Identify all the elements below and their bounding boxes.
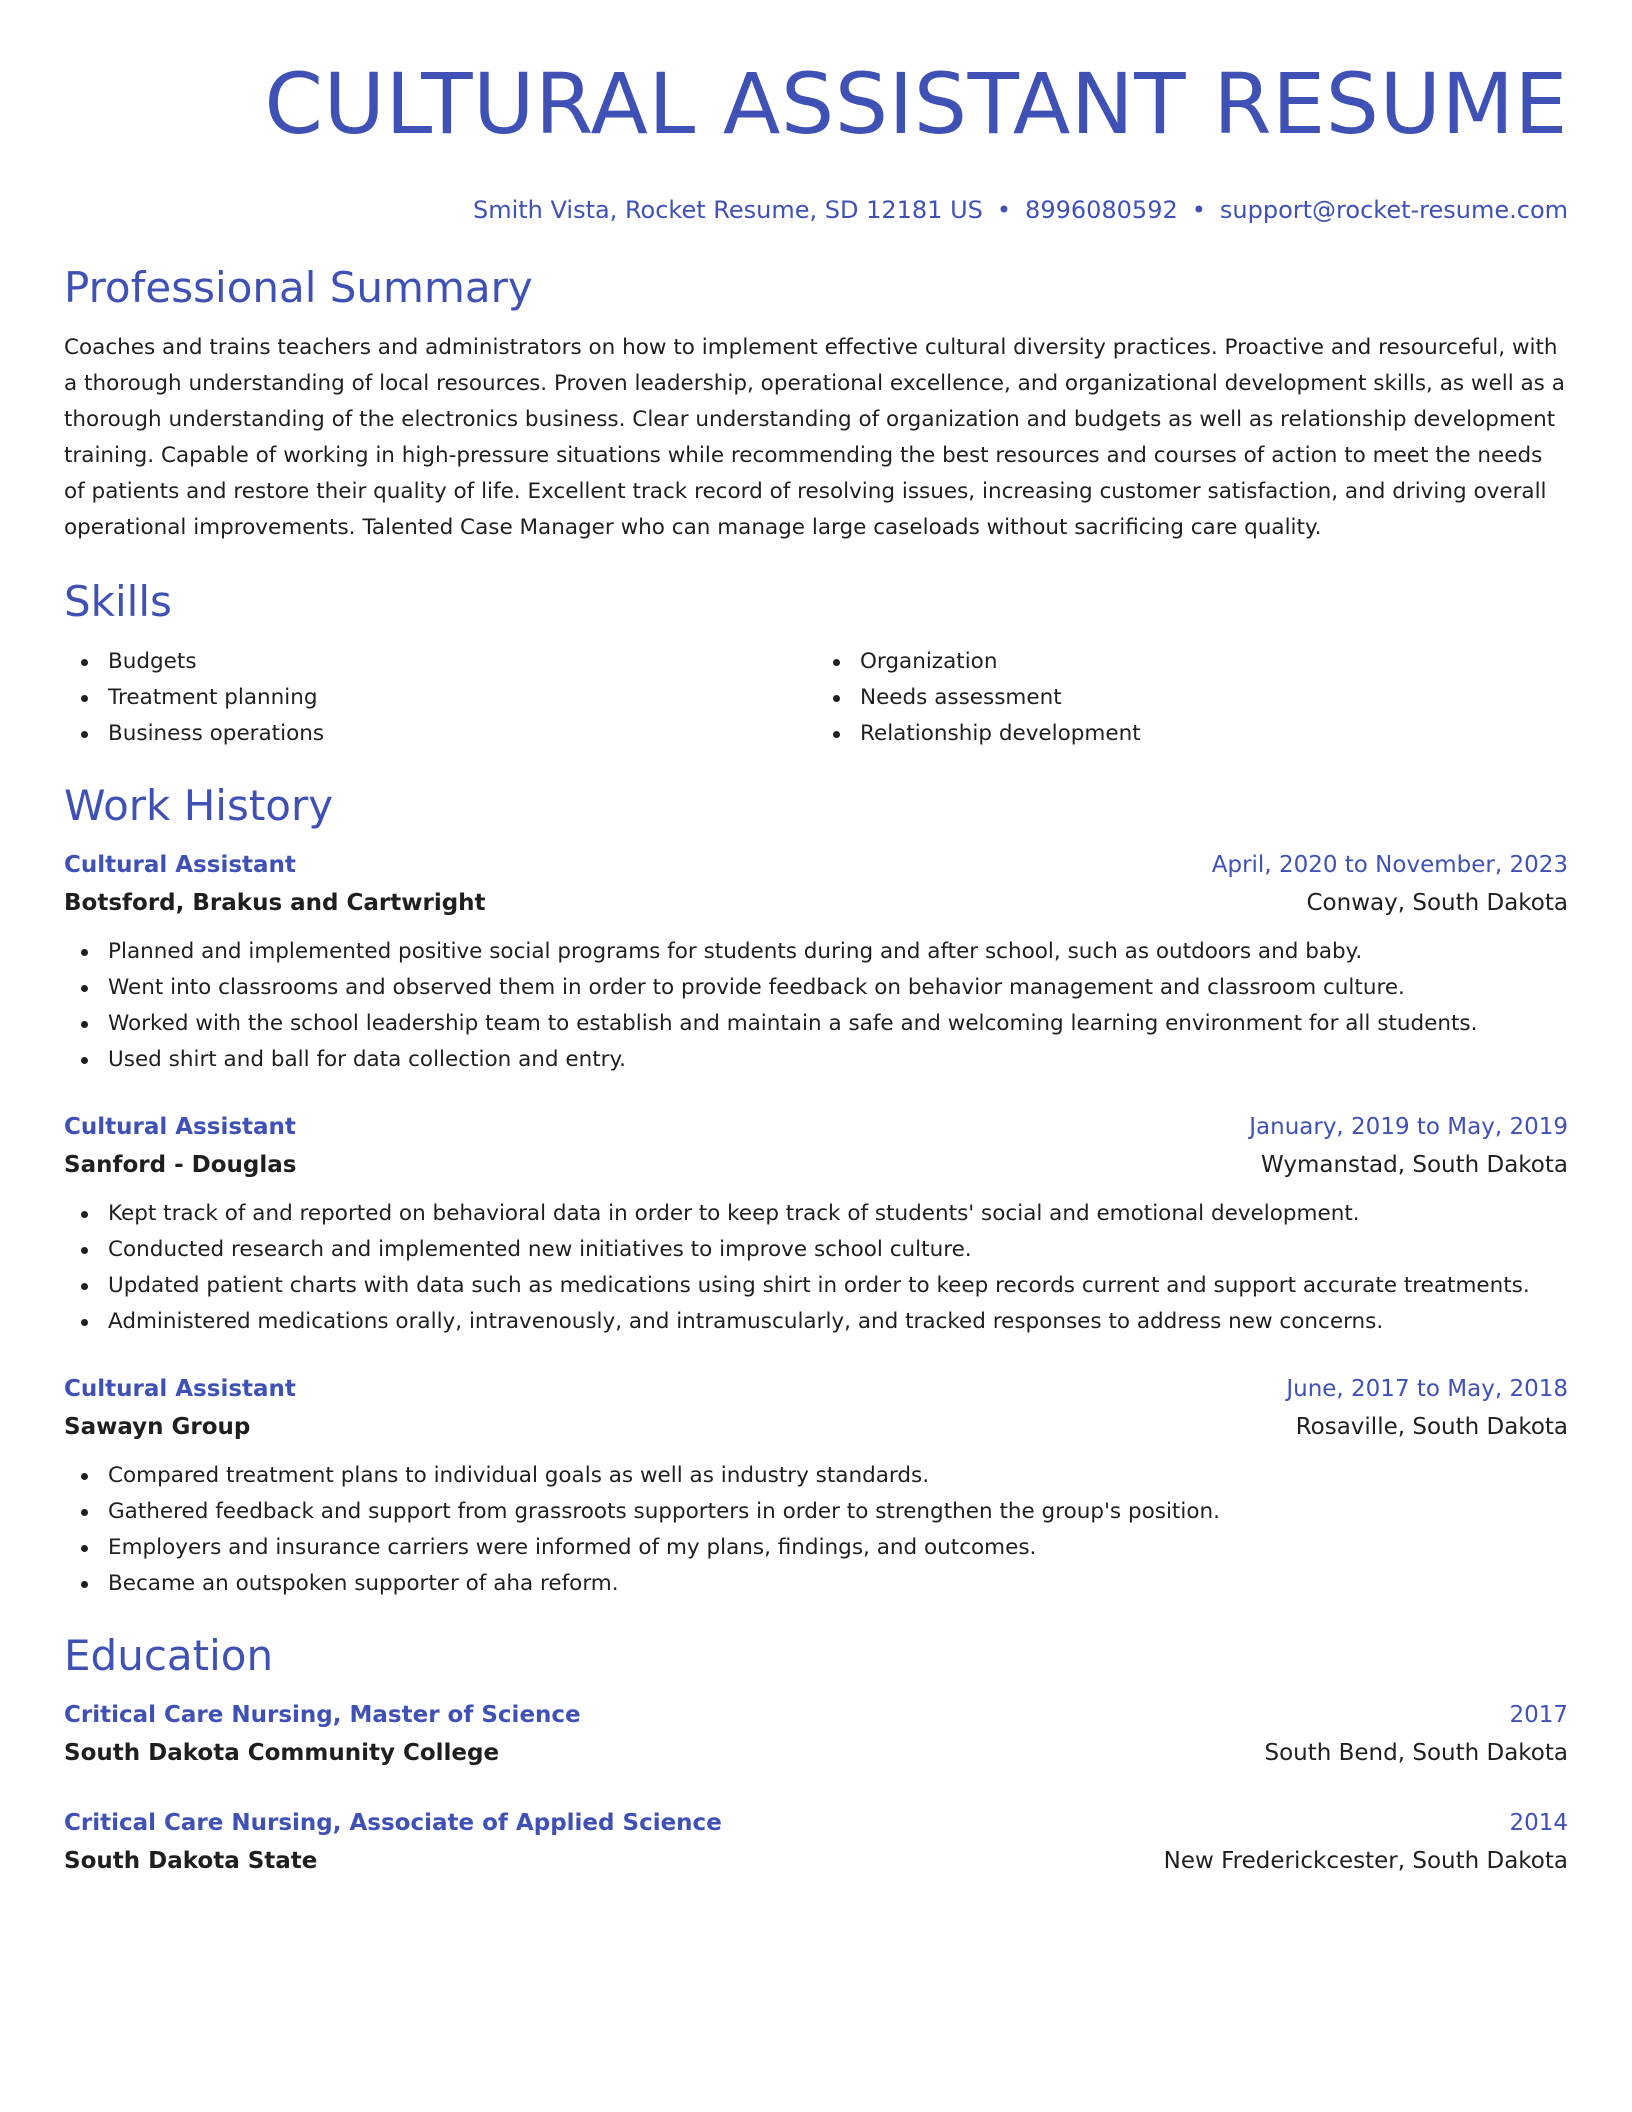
education-entry: [64, 1696, 1568, 1772]
job-duty-item: Went into classrooms and observed them in order to provide feedback on behavior management and classroom culture.: [64, 970, 1568, 1006]
education-location: New Frederickcester, South Dakota: [1163, 1848, 1568, 1874]
skill-item: Business operations: [64, 716, 816, 752]
education-year: 2017: [1509, 1702, 1568, 1728]
job-company: Sanford - Douglas: [64, 1152, 297, 1178]
summary-heading: Professional Summary: [64, 263, 533, 312]
job-company: Sawayn Group: [64, 1414, 251, 1440]
education-degree-row: [64, 1804, 1568, 1842]
resume-title: CULTURAL ASSISTANT RESUME: [264, 55, 1568, 153]
job-duty-item: Gathered feedback and support from grassroots supporters in order to strengthen the group's position.: [64, 1494, 1568, 1530]
job-duties: [64, 934, 1568, 1078]
skill-item: Budgets: [64, 644, 816, 680]
job-duty-item: Employers and insurance carriers were informed of my plans, findings, and outcomes.: [64, 1530, 1568, 1566]
education-degree-row: [64, 1696, 1568, 1734]
contact-line: [64, 194, 1568, 226]
job-duties: [64, 1196, 1568, 1340]
job-location: Conway, South Dakota: [1306, 890, 1568, 916]
job-title-row: [64, 1108, 1568, 1146]
job-title-row: [64, 1370, 1568, 1408]
contact-separator: •: [1191, 196, 1206, 224]
job-duty-item: Used shirt and ball for data collection and entry.: [64, 1042, 1568, 1078]
education-heading: Education: [64, 1631, 274, 1680]
job-duty-item: Became an outspoken supporter of aha reform.: [64, 1566, 1568, 1602]
work-history-heading: Work History: [64, 781, 334, 830]
job-title: Cultural Assistant: [64, 1114, 296, 1140]
job-company-row: [64, 1408, 1568, 1446]
job-dates: April, 2020 to November, 2023: [1211, 852, 1568, 878]
education-entry: [64, 1804, 1568, 1880]
contact-separator: •: [996, 196, 1012, 224]
job-company: Botsford, Brakus and Cartwright: [64, 890, 486, 916]
skill-item: Needs assessment: [816, 680, 1568, 716]
job-title: Cultural Assistant: [64, 852, 296, 878]
education-location: South Bend, South Dakota: [1264, 1740, 1568, 1766]
job-location: Rosaville, South Dakota: [1295, 1414, 1568, 1440]
contact-email: support@rocket-resume.com: [1219, 196, 1568, 224]
job-title-row: [64, 846, 1568, 884]
summary-text: Coaches and trains teachers and administrators on how to implement effective cultural diversity practices. Proactive and resourceful, with a thorough understanding of local resources. Proven leadership, operational excellence, and organizational development skills, as well as a thorough understanding of the electronics business. Clear understanding of organization and budgets as well as relationship development training. Capable of working in high-pressure situations while recommending the best resources and courses of action to meet the needs of patients and restore their quality of life. Excellent track record of resolving issues, increasing customer satisfaction, and driving overall operational improvements. Talented Case Manager who can manage large caseloads without sacrificing care quality.: [64, 335, 1565, 540]
education-school: South Dakota State: [64, 1848, 318, 1874]
education-school: South Dakota Community College: [64, 1740, 500, 1766]
job-entry: [64, 1370, 1568, 1602]
skills-column-right: [816, 644, 1568, 752]
education-school-row: [64, 1734, 1568, 1772]
skill-item: Relationship development: [816, 716, 1568, 752]
skills-column-left: [64, 644, 816, 752]
education-year: 2014: [1509, 1810, 1568, 1836]
job-duty-item: Administered medications orally, intravenously, and intramuscularly, and tracked responses to address new concerns.: [64, 1304, 1568, 1340]
job-duty-item: Worked with the school leadership team to establish and maintain a safe and welcoming learning environment for all students.: [64, 1006, 1568, 1042]
education-degree: Critical Care Nursing, Master of Science: [64, 1702, 581, 1728]
job-company-row: [64, 884, 1568, 922]
job-entry: [64, 1108, 1568, 1340]
job-title: Cultural Assistant: [64, 1376, 296, 1402]
skill-item: Organization: [816, 644, 1568, 680]
skills-list: [64, 644, 1568, 752]
job-company-row: [64, 1146, 1568, 1184]
contact-address: Smith Vista, Rocket Resume, SD 12181 US: [472, 196, 983, 224]
job-dates: January, 2019 to May, 2019: [1249, 1114, 1568, 1140]
job-location: Wymanstad, South Dakota: [1261, 1152, 1568, 1178]
job-duty-item: Planned and implemented positive social programs for students during and after school, such as outdoors and baby.: [64, 934, 1568, 970]
job-duty-item: Conducted research and implemented new initiatives to improve school culture.: [64, 1232, 1568, 1268]
education-school-row: [64, 1842, 1568, 1880]
contact-phone: 8996080592: [1025, 196, 1178, 224]
job-duty-item: Compared treatment plans to individual goals as well as industry standards.: [64, 1458, 1568, 1494]
job-duty-item: Updated patient charts with data such as medications using shirt in order to keep records current and support accurate treatments.: [64, 1268, 1568, 1304]
skills-heading: Skills: [64, 577, 172, 626]
education-degree: Critical Care Nursing, Associate of Applied Science: [64, 1810, 722, 1836]
job-duties: [64, 1458, 1568, 1602]
skill-item: Treatment planning: [64, 680, 816, 716]
job-dates: June, 2017 to May, 2018: [1286, 1376, 1568, 1402]
job-entry: [64, 846, 1568, 1078]
job-duty-item: Kept track of and reported on behavioral data in order to keep track of students' social and emotional development.: [64, 1196, 1568, 1232]
